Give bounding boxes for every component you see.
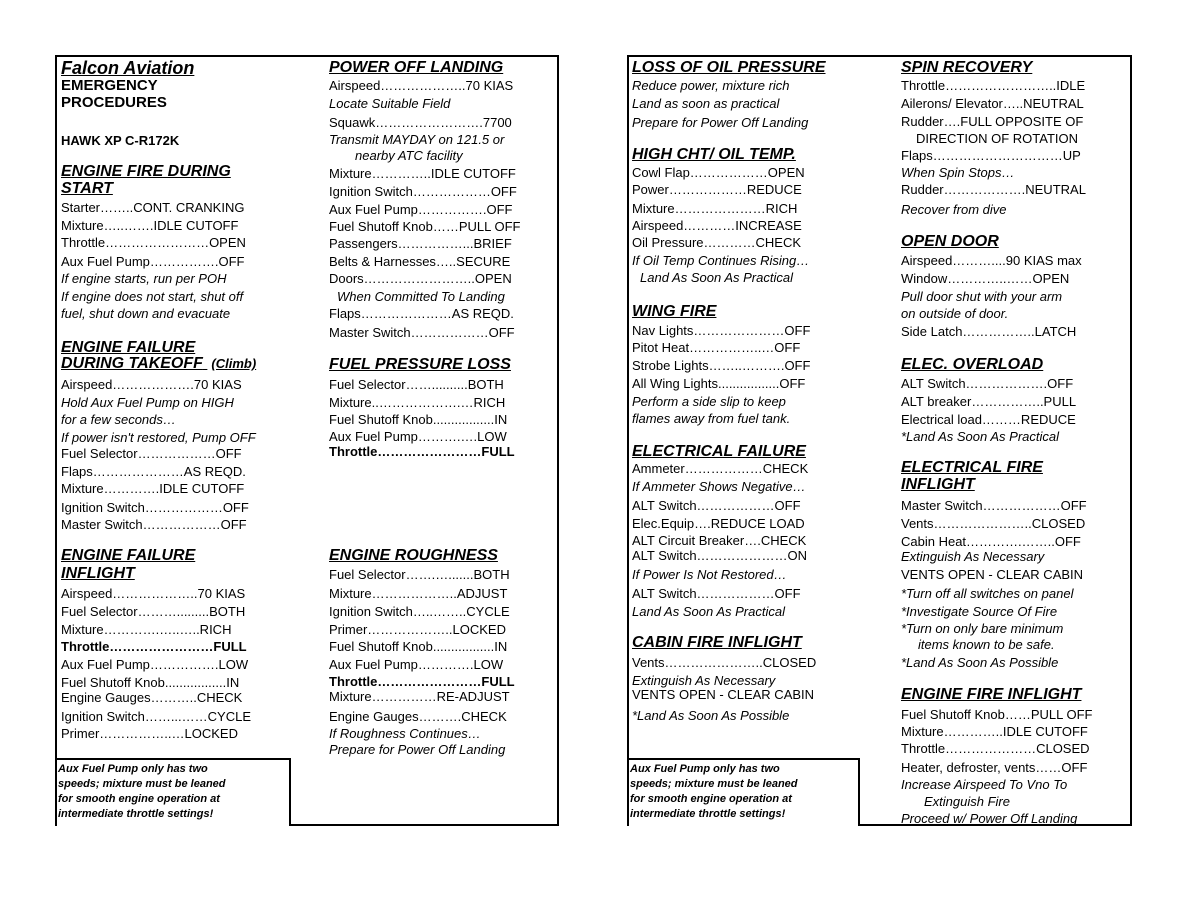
checklist-note: fuel, shut down and evacuate <box>61 306 231 321</box>
checklist-item: ALT breaker……………..PULL <box>901 394 1077 409</box>
checklist-note: Proceed w/ Power Off Landing <box>901 811 1078 826</box>
checklist-item: Mixture…………………RICH <box>632 201 798 216</box>
checklist-item: ALT Switch………………OFF <box>632 586 801 601</box>
section-heading-electrical-fire-inflight: ELECTRICAL FIRE <box>901 459 1043 476</box>
checklist-item: Cowl Flap………………OPEN <box>632 165 805 180</box>
checklist-item: Aux Fuel Pump…………….OFF <box>329 202 513 217</box>
checklist-item: Cabin Heat………….……..OFF <box>901 534 1081 549</box>
checklist-item: Airspeed…………INCREASE <box>632 218 802 233</box>
checklist-item: Fuel Selector……..........BOTH <box>329 377 504 392</box>
checklist-item: Airspeed………………..70 KIAS <box>61 586 246 601</box>
checklist-note: Land as soon as practical <box>632 96 780 111</box>
checklist-item: Fuel Selector………………OFF <box>61 446 242 461</box>
checklist-item: Vents…………………..CLOSED <box>901 516 1086 531</box>
section-heading-power-off-landing: POWER OFF LANDING <box>329 59 504 76</box>
checklist-item: Throttle…………………CLOSED <box>901 741 1090 756</box>
card-title: EMERGENCY <box>61 77 158 94</box>
section-heading-engine-fire-inflight: ENGINE FIRE INFLIGHT <box>901 686 1082 703</box>
aux-fuel-pump-footnote <box>57 758 291 826</box>
checklist-item: Fuel Selector…….….......BOTH <box>329 567 510 582</box>
checklist-note: *Investigate Source Of Fire <box>901 604 1058 619</box>
checklist-item: Aux Fuel Pump………….LOW <box>329 657 504 672</box>
checklist-item: Window…………..……OPEN <box>901 271 1070 286</box>
checklist-item: Throttle……………………FULL <box>329 444 515 459</box>
section-heading-high-cht-oil-temp: HIGH CHT/ OIL TEMP. <box>632 146 796 163</box>
checklist-item: Mixture………….IDLE CUTOFF <box>61 481 245 496</box>
checklist-note: Land As Soon As Practical <box>632 604 785 619</box>
checklist-note: for a few seconds… <box>61 412 176 427</box>
checklist-item: VENTS OPEN - CLEAR CABIN <box>632 687 815 702</box>
brand-name: Falcon Aviation <box>61 58 195 78</box>
checklist-item: Fuel Shutoff Knob.................IN <box>61 675 240 690</box>
checklist-item: Airspeed………………..70 KIAS <box>329 78 514 93</box>
checklist-item: Heater, defroster, vents……OFF <box>901 760 1088 775</box>
checklist-item: Mixture………………..ADJUST <box>329 586 508 601</box>
checklist-item: Fuel Shutoff Knob……PULL OFF <box>901 707 1093 722</box>
footnote-line: for smooth engine operation at <box>58 793 220 805</box>
checklist-item: Flaps…………………AS REQD. <box>329 306 514 321</box>
checklist-note: Recover from dive <box>901 202 1007 217</box>
checklist-note: If engine starts, run per POH <box>61 271 227 286</box>
checklist-item: Aux Fuel Pump…………….OFF <box>61 254 245 269</box>
checklist-item: Ignition Switch………………OFF <box>61 500 249 515</box>
checklist-note: If Oil Temp Continues Rising… <box>632 253 810 268</box>
checklist-note: flames away from fuel tank. <box>632 411 791 426</box>
checklist-item: Rudder……………….NEUTRAL <box>901 182 1086 197</box>
checklist-note: Transmit MAYDAY on 121.5 or <box>329 132 505 147</box>
checklist-item: Fuel Shutoff Knob.................IN <box>329 639 508 654</box>
checklist-item: ALT Circuit Breaker….CHECK <box>632 533 807 548</box>
checklist-note: If Roughness Continues… <box>329 726 481 741</box>
checklist-note: Locate Suitable Field <box>329 96 451 111</box>
checklist-note: Extinguish As Necessary <box>632 673 776 688</box>
right-card <box>627 55 1132 826</box>
checklist-item: Fuel Selector……….........BOTH <box>61 604 246 619</box>
checklist-note: *Land As Soon As Possible <box>632 708 790 723</box>
checklist-item: Ailerons/ Elevator…..NEUTRAL <box>901 96 1084 111</box>
checklist-item: Aux Fuel Pump…………….LOW <box>61 657 249 672</box>
section-heading-wing-fire: WING FIRE <box>632 303 717 320</box>
checklist-item: Doors……………………..OPEN <box>329 271 512 286</box>
checklist-note: Prepare for Power Off Landing <box>329 742 506 757</box>
checklist-item: ALT Switch……………….OFF <box>901 376 1074 391</box>
checklist-item: Ignition Switch………………OFF <box>329 184 517 199</box>
section-heading-loss-of-oil-pressure: LOSS OF OIL PRESSURE <box>632 59 826 76</box>
footnote-line: speeds; mixture must be leaned <box>630 778 798 790</box>
checklist-item: Primer………………..LOCKED <box>329 622 506 637</box>
checklist-note: When Spin Stops… <box>901 165 1015 180</box>
checklist-note: Land As Soon As Practical <box>640 270 793 285</box>
section-heading-engine-roughness: ENGINE ROUGHNESS <box>329 547 498 564</box>
aux-fuel-pump-footnote <box>629 758 860 826</box>
checklist-item: Master Switch………………OFF <box>901 498 1087 513</box>
checklist-item: VENTS OPEN - CLEAR CABIN <box>901 567 1084 582</box>
checklist-item: Strobe Lights……..……….OFF <box>632 358 811 373</box>
section-heading-engine-fire-start: ENGINE FIRE DURING <box>61 163 231 180</box>
section-heading-engine-failure-takeoff <box>61 355 256 373</box>
checklist-item: ALT Switch…………………ON <box>632 548 808 563</box>
checklist-note: Extinguish As Necessary <box>901 549 1045 564</box>
left-card-column-1 <box>61 57 301 828</box>
checklist-note: Reduce power, mixture rich <box>632 78 790 93</box>
checklist-note: Extinguish Fire <box>924 794 1010 809</box>
checklist-item: Engine Gauges……….CHECK <box>329 709 507 724</box>
checklist-item: Airspeed……………….70 KIAS <box>61 377 242 392</box>
checklist-note: on outside of door. <box>901 306 1009 321</box>
checklist-item: Squawk…………………….7700 <box>329 115 512 130</box>
checklist-item: Elec.Equip….REDUCE LOAD <box>632 516 805 531</box>
checklist-note: If Power Is Not Restored… <box>632 567 787 582</box>
footnote-line: Aux Fuel Pump only has two <box>58 763 208 775</box>
section-heading-open-door: OPEN DOOR <box>901 233 999 250</box>
checklist-item: Aux Fuel Pump……….….LOW <box>329 429 507 444</box>
section-heading-engine-failure-takeoff: ENGINE FAILURE <box>61 339 196 356</box>
checklist-note: items known to be safe. <box>918 637 1055 652</box>
checklist-item: Throttle……………………..IDLE <box>901 78 1086 93</box>
checklist-item: Rudder….FULL OPPOSITE OF <box>901 114 1084 129</box>
checklist-item: DIRECTION OF ROTATION <box>916 131 1079 146</box>
right-card-column-1 <box>632 57 872 828</box>
checklist-item: ALT Switch………………OFF <box>632 498 801 513</box>
heading-text: DURING TAKEOFF <box>61 355 203 372</box>
checklist-item: All Wing Lights.................OFF <box>632 376 806 391</box>
checklist-item: Master Switch………………OFF <box>329 325 515 340</box>
checklist-note: *Land As Soon As Practical <box>901 429 1060 444</box>
checklist-item: Master Switch………………OFF <box>61 517 247 532</box>
footnote-line: for smooth engine operation at <box>630 793 792 805</box>
checklist-item: Fuel Shutoff Knob……PULL OFF <box>329 219 521 234</box>
section-heading-spin-recovery: SPIN RECOVERY <box>901 59 1033 76</box>
footnote-line: intermediate throttle settings! <box>630 808 786 820</box>
section-heading-engine-failure-inflight: ENGINE FAILURE <box>61 547 196 564</box>
checklist-note: *Turn off all switches on panel <box>901 586 1074 601</box>
checklist-item: Engine Gauges………..CHECK <box>61 690 243 705</box>
section-heading-electrical-fire-inflight: INFLIGHT <box>901 476 975 493</box>
checklist-item: Mixture..……………….…RICH <box>329 395 506 410</box>
checklist-item: Electrical load………REDUCE <box>901 412 1076 427</box>
right-card-column-2 <box>901 57 1129 828</box>
left-card-column-2 <box>329 57 557 828</box>
section-heading-engine-fire-start: START <box>61 180 113 197</box>
checklist-note: Pull door shut with your arm <box>901 289 1063 304</box>
checklist-item: Throttle……………………FULL <box>329 674 515 689</box>
checklist-item: Fuel Shutoff Knob.................IN <box>329 412 508 427</box>
left-card <box>55 55 559 826</box>
checklist-item: Nav Lights…………………OFF <box>632 323 811 338</box>
checklist-note: When Committed To Landing <box>337 289 505 304</box>
checklist-note: *Turn on only bare minimum <box>901 621 1064 636</box>
checklist-item: Mixture…………..IDLE CUTOFF <box>329 166 516 181</box>
checklist-note: If Ammeter Shows Negative… <box>632 479 806 494</box>
checklist-item: Side Latch……………..LATCH <box>901 324 1077 339</box>
checklist-item: Vents…………………..CLOSED <box>632 655 817 670</box>
heading-suffix: (Climb) <box>211 356 257 371</box>
footnote-line: Aux Fuel Pump only has two <box>630 763 780 775</box>
checklist-note: Perform a side slip to keep <box>632 394 786 409</box>
section-heading-fuel-pressure-loss: FUEL PRESSURE LOSS <box>329 356 511 373</box>
section-heading-electrical-failure: ELECTRICAL FAILURE <box>632 443 806 460</box>
checklist-item: Power………………REDUCE <box>632 182 802 197</box>
checklist-item: Flaps…………………………UP <box>901 148 1081 163</box>
checklist-item: Mixture…..…….IDLE CUTOFF <box>61 218 239 233</box>
section-heading-cabin-fire-inflight: CABIN FIRE INFLIGHT <box>632 634 802 651</box>
checklist-item: Mixture………….…..…..RICH <box>61 622 232 637</box>
checklist-item: Airspeed………....90 KIAS max <box>901 253 1082 268</box>
checklist-note: nearby ATC facility <box>355 148 463 163</box>
checklist-item: Belts & Harnesses…..SECURE <box>329 254 511 269</box>
checklist-item: Mixture……………RE-ADJUST <box>329 689 510 704</box>
checklist-item: Flaps…………………AS REQD. <box>61 464 246 479</box>
checklist-note: Hold Aux Fuel Pump on HIGH <box>61 395 234 410</box>
card-title: PROCEDURES <box>61 94 167 111</box>
footnote-line: speeds; mixture must be leaned <box>58 778 226 790</box>
section-heading-engine-failure-inflight: INFLIGHT <box>61 565 135 582</box>
checklist-item: Primer……………..…LOCKED <box>61 726 238 741</box>
checklist-item: Ammeter………………CHECK <box>632 461 809 476</box>
checklist-note: Prepare for Power Off Landing <box>632 115 809 130</box>
checklist-item: Ignition Switch…..……..CYCLE <box>329 604 510 619</box>
checklist-item: Throttle……………………OPEN <box>61 235 246 250</box>
checklist-item: Mixture…………..IDLE CUTOFF <box>901 724 1088 739</box>
checklist-item: Oil Pressure…………CHECK <box>632 235 802 250</box>
checklist-item: Throttle……………………FULL <box>61 639 247 654</box>
checklist-item: Pitot Heat……………..…OFF <box>632 340 801 355</box>
aircraft-id: HAWK XP C-R172K <box>61 133 180 148</box>
checklist-item: Passengers……………...BRIEF <box>329 236 512 251</box>
footnote-line: intermediate throttle settings! <box>58 808 214 820</box>
checklist-item: Ignition Switch……...……CYCLE <box>61 709 252 724</box>
checklist-item: Starter……..CONT. CRANKING <box>61 200 245 215</box>
checklist-note: *Land As Soon As Possible <box>901 655 1059 670</box>
section-heading-elec-overload: ELEC. OVERLOAD <box>901 356 1044 373</box>
checklist-note: Increase Airspeed To Vno To <box>901 777 1068 792</box>
checklist-note: If engine does not start, shut off <box>61 289 244 304</box>
checklist-note: If power isn't restored, Pump OFF <box>61 430 256 445</box>
